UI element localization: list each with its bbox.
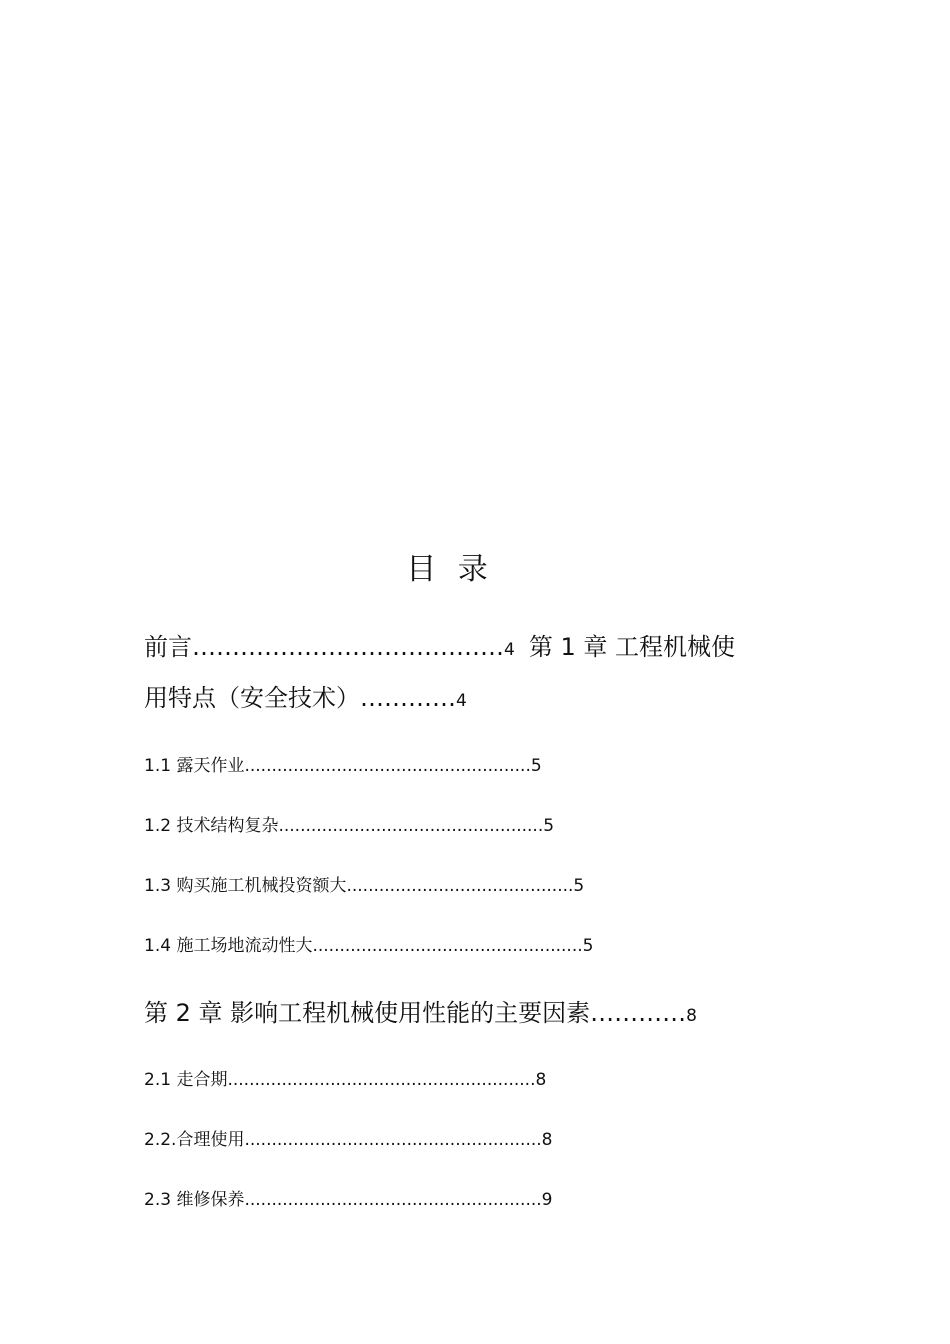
toc-chapter2-leader: …………: [590, 999, 687, 1027]
toc-entry-2-1: [144, 1066, 824, 1094]
toc-entry-leader: .........................................................: [227, 1070, 536, 1090]
toc-entry-label: 1.3 购买施工机械投资额大: [144, 876, 347, 896]
toc-entry-leader: ..........................................: [346, 876, 574, 896]
toc-entry-2-2: [144, 1126, 824, 1154]
toc-entry-leader: .................................................: [278, 816, 544, 836]
toc-entry-page: 8: [535, 1070, 547, 1090]
toc-entry-page: 5: [582, 936, 594, 956]
toc-entry-1-4: [144, 932, 824, 960]
toc-entry-label: 1.1 露天作业: [144, 756, 245, 776]
toc-entry-1-1: [144, 752, 824, 780]
toc-entry-page: 9: [541, 1190, 553, 1210]
toc-entry-leader: ..................................................: [312, 936, 583, 956]
toc-entry-leader: .....................................................: [244, 756, 531, 776]
toc-preface-page: 4: [504, 640, 515, 660]
toc-entry-leader: .......................................................: [244, 1190, 542, 1210]
toc-entry-preface-line: [144, 622, 824, 675]
toc-entry-label: 1.2 技术结构复杂: [144, 816, 279, 836]
toc-preface-label: 前言: [144, 633, 192, 661]
toc-chapter1-leader: …………: [360, 684, 456, 712]
toc-title: 目 录: [406, 552, 494, 587]
toc-entry-1-2: [144, 812, 824, 840]
toc-entry-label: 2.3 维修保养: [144, 1190, 245, 1210]
toc-entry-chapter1-line2: [144, 673, 824, 726]
toc-chapter2-label: 第 2 章 影响工程机械使用性能的主要因素: [144, 999, 591, 1027]
toc-entry-2-3: [144, 1186, 824, 1214]
toc-chapter1-label-part2: 用特点（安全技术）: [144, 684, 360, 712]
toc-entry-page: 5: [573, 876, 585, 896]
toc-entry-page: 8: [541, 1130, 553, 1150]
toc-entry-label: 2.1 走合期: [144, 1070, 228, 1090]
toc-entry-chapter2: [144, 988, 824, 1041]
toc-chapter1-page: 4: [456, 691, 467, 711]
toc-entry-leader: .......................................................: [244, 1130, 542, 1150]
toc-entry-1-3: [144, 872, 824, 900]
toc-chapter1-label-part1: 第 1 章 工程机械使: [528, 633, 735, 661]
toc-entry-label: 2.2.合理使用: [144, 1130, 245, 1150]
toc-entry-page: 5: [530, 756, 542, 776]
toc-chapter2-page: 8: [686, 1006, 697, 1026]
toc-preface-leader: …………………………………: [192, 633, 504, 661]
toc-entry-page: 5: [543, 816, 555, 836]
toc-entry-label: 1.4 施工场地流动性大: [144, 936, 313, 956]
